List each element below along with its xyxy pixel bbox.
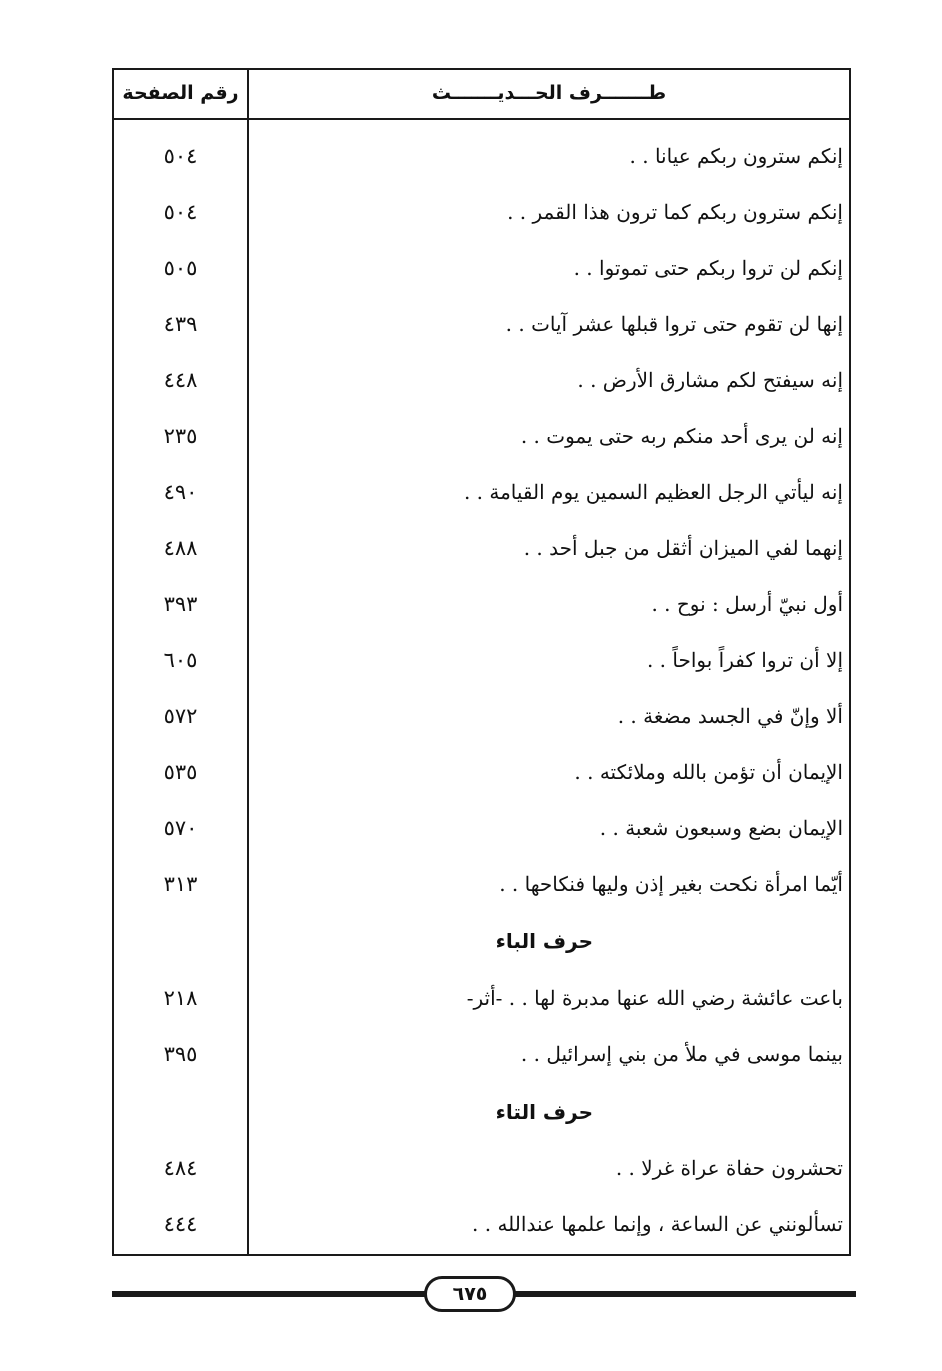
table-row [114, 472, 849, 512]
row-page-number: ٥٧٢ [163, 704, 198, 728]
row-page-number: ٤٤٤ [163, 1212, 198, 1236]
table-row [114, 1204, 849, 1244]
row-page-number: ٤٤٨ [163, 368, 198, 392]
row-hadith-text: ألا وإنّ في الجسد مضغة . . [617, 704, 843, 728]
table-header [114, 70, 849, 120]
hadith-index-table [112, 68, 851, 1256]
page-number-badge: ٦٧٥ [424, 1276, 516, 1312]
table-row [114, 304, 849, 344]
table-row [114, 1034, 849, 1074]
row-page-number: ٤٨٤ [163, 1156, 198, 1180]
row-hadith-text: تحشرون حفاة عراة غرلا . . [615, 1156, 843, 1180]
row-page-number: ٦٠٥ [163, 648, 198, 672]
table-row [114, 696, 849, 736]
table-row [114, 1148, 849, 1188]
row-page-number: ٥٠٥ [163, 256, 198, 280]
table-row [114, 584, 849, 624]
row-page-number: ٤٣٩ [163, 312, 198, 336]
table-row [114, 528, 849, 568]
row-hadith-text: أول نبيّ أرسل : نوح . . [651, 592, 843, 616]
row-hadith-text: الإيمان أن تؤمن بالله وملائكته . . [574, 760, 843, 784]
row-page-number: ٢١٨ [163, 986, 198, 1010]
table-row [114, 248, 849, 288]
row-page-number: ٥٣٥ [163, 760, 198, 784]
section-heading-ba [114, 921, 849, 961]
row-hadith-text: أيّما امرأة نكحت بغير إذن وليها فنكاحها . . [499, 872, 843, 896]
section-heading-text: حرف الباء [495, 929, 593, 953]
row-hadith-text: إنه سيفتح لكم مشارق الأرض . . [577, 368, 843, 392]
row-page-number: ٥٠٤ [163, 200, 198, 224]
row-page-number: ٥٧٠ [163, 816, 198, 840]
table-row [114, 192, 849, 232]
row-hadith-text: إنكم لن تروا ربكم حتى تموتوا . . [573, 256, 843, 280]
row-hadith-text: إلا أن تروا كفراً بواحاً . . [646, 648, 843, 672]
row-hadith-text: باعت عائشة رضي الله عنها مدبرة لها . . -أثر- [466, 986, 843, 1010]
row-hadith-text: إنهما لفي الميزان أثقل من جبل أحد . . [523, 536, 843, 560]
row-page-number: ٣٩٥ [163, 1042, 198, 1066]
section-heading-ta [114, 1092, 849, 1132]
row-hadith-text: إنها لن تقوم حتى تروا قبلها عشر آيات . . [505, 312, 843, 336]
table-row [114, 360, 849, 400]
footer-rule-right [514, 1291, 856, 1297]
table-row [114, 978, 849, 1018]
table-row [114, 136, 849, 176]
table-row [114, 752, 849, 792]
row-hadith-text: إنكم سترون ربكم عيانا . . [629, 144, 843, 168]
table-row [114, 416, 849, 456]
table-row [114, 864, 849, 904]
row-hadith-text: بينما موسى في ملأ من بني إسرائيل . . [520, 1042, 843, 1066]
row-page-number: ٥٠٤ [163, 144, 198, 168]
table-row [114, 640, 849, 680]
row-hadith-text: الإيمان بضع وسبعون شعبة . . [599, 816, 843, 840]
table-row [114, 808, 849, 848]
hadith-text-column-header: طـــــــرف الحـــديـــــــث [431, 82, 667, 104]
footer-rule-left [112, 1291, 426, 1297]
row-page-number: ٤٩٠ [163, 480, 198, 504]
row-page-number: ٣١٣ [163, 872, 198, 896]
row-page-number: ٣٩٣ [163, 592, 198, 616]
page-number-column-header: رقم الصفحة [122, 82, 239, 104]
section-heading-text: حرف التاء [495, 1100, 593, 1124]
row-hadith-text: إنه لن يرى أحد منكم ربه حتى يموت . . [520, 424, 843, 448]
row-hadith-text: إنه ليأتي الرجل العظيم السمين يوم القيامة . . [463, 480, 843, 504]
row-page-number: ٢٣٥ [163, 424, 198, 448]
row-hadith-text: تسألونني عن الساعة ، وإنما علمها عندالله . . [472, 1212, 843, 1236]
row-page-number: ٤٨٨ [163, 536, 198, 560]
row-hadith-text: إنكم سترون ربكم كما ترون هذا القمر . . [507, 200, 843, 224]
